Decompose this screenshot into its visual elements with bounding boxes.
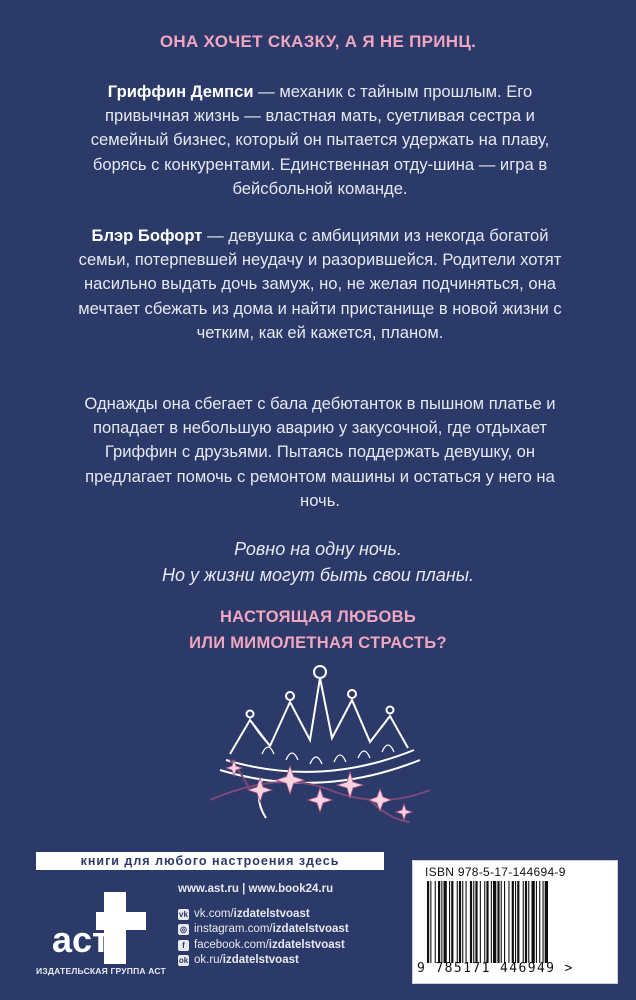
publisher-links	[178, 882, 388, 969]
character-name: Блэр Бофорт	[91, 226, 203, 245]
paragraph-blair	[70, 224, 570, 345]
quote	[60, 536, 576, 588]
barcode	[412, 860, 618, 984]
paragraph-griffin	[70, 80, 570, 201]
question-line-1: НАСТОЯЩАЯ ЛЮБОВЬ	[219, 608, 417, 626]
character-name: Гриффин Демпси	[107, 82, 254, 101]
slogan-band: книги для любого настроения здесь	[36, 852, 384, 870]
paragraph-story: Однажды она сбегает с бала дебютанток в пышном платье и попадает в небольшую аварию у закусочной, где отдыхает Гриффин с друзьями. Пытаясь поддержать девушку, он предлагает помочь с ремонтом машины и остаться у него на ночь.	[84, 394, 556, 510]
social-link-vk[interactable]: vk vk.com/izdatelstvoast	[179, 907, 310, 920]
publisher-caption: ИЗДАТЕЛЬСКАЯ ГРУППА АСТ	[36, 966, 166, 976]
paragraph-text: — механик с тайным прошлым. Его привычная жизнь — властная мать, суетливая сестра и семейный бизнес, который он пытается удержать на плаву, борясь с конкурентами. Единственная отду-шина — игра в бейсбольной команде.	[90, 82, 550, 198]
vk-icon: vk	[179, 909, 188, 919]
social-link-ok[interactable]: ok ok.ru/izdatelstvoast	[178, 954, 299, 966]
quote-line-1: Ровно на одну ночь.	[234, 539, 402, 559]
social-link-facebook[interactable]: f facebook.com/izdatelstvoast	[178, 938, 388, 954]
ast-logo-icon	[44, 886, 154, 976]
barcode-bars	[427, 881, 607, 963]
question-line-2: ИЛИ МИМОЛЕТНАЯ СТРАСТЬ?	[189, 634, 447, 652]
question	[60, 604, 576, 656]
social-link-instagram[interactable]: ◎ instagram.com/izdatelstvoast	[180, 923, 349, 935]
instagram-icon: ◎	[178, 924, 189, 935]
isbn: ISBN 978-5-17-144694-9	[425, 865, 566, 879]
logo-text: аст	[52, 919, 110, 960]
facebook-icon: f	[178, 940, 189, 951]
paragraph-text: — девушка с амбициями из некогда богатой семьи, потерпевшей неудачу и разорившейся. Родители хотят насильно выдать дочь замуж, но, не желая подчиняться, она мечтает сбежать из дома и найти пристанище в новой жизни с четким, как ей кажется, планом.	[78, 226, 562, 342]
barcode-digits: 9 785171 446949 >	[417, 961, 574, 976]
publisher-websites[interactable]: www.ast.ru | www.book24.ru	[178, 883, 334, 895]
ok-icon: ok	[178, 956, 189, 966]
tiara-illustration	[190, 650, 450, 830]
tagline: ОНА ХОЧЕТ СКАЗКУ, А Я НЕ ПРИНЦ.	[159, 32, 477, 51]
quote-line-2: Но у жизни могут быть свои планы.	[162, 565, 474, 585]
